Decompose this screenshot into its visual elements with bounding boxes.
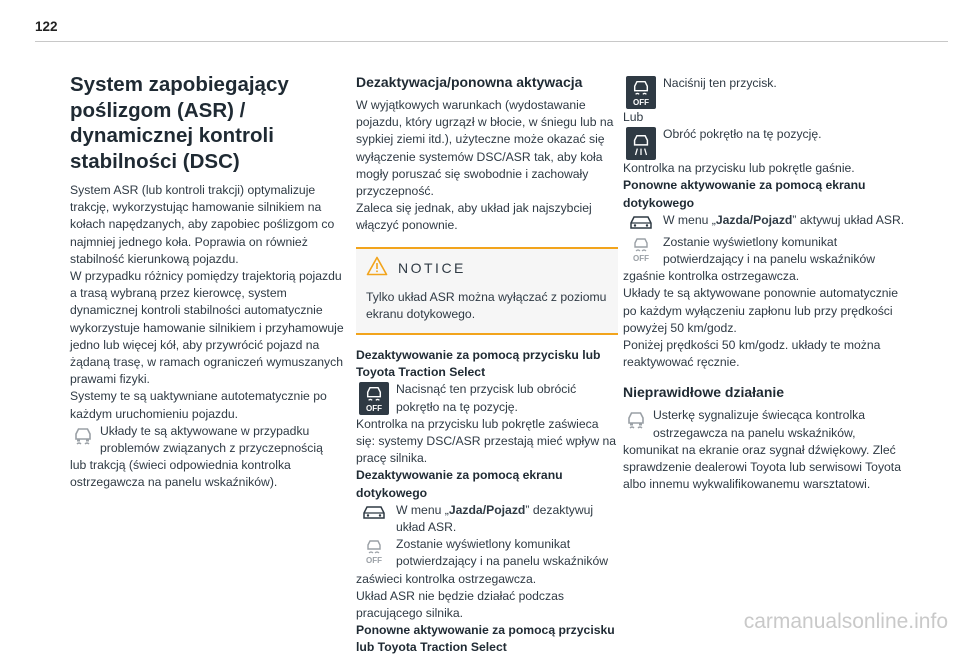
- car-menu-icon: [356, 502, 392, 524]
- page-number: 122: [35, 19, 58, 34]
- press-button-text: Naciśnij ten przycisk.: [663, 76, 777, 90]
- traction-off-lamp-icon: [356, 536, 392, 566]
- menu-suffix: ” dezaktywuj układ ASR.: [396, 502, 594, 535]
- svg-text:OFF: OFF: [633, 253, 649, 263]
- column-2: [356, 73, 618, 657]
- paragraph-auto: Systemy te są uaktywniane autotematycznie po każdym uruchomieniu pojazdu.: [70, 389, 327, 421]
- warning-triangle-icon: [366, 256, 388, 281]
- or-text: Lub: [623, 110, 644, 124]
- paragraph-lamp-off: Kontrolka na przycisku lub pokrętle gaśnie.: [623, 161, 855, 176]
- watermark: carmanualsonline.info: [743, 610, 948, 633]
- column-1: [70, 72, 345, 492]
- off-label: OFF: [366, 403, 382, 413]
- off-label: OFF: [633, 97, 649, 107]
- traction-dial-icon: [623, 126, 659, 160]
- subheading-reactivate-touchscreen: Ponowne aktywowanie za pomocą ekranu dotykowego: [623, 178, 866, 210]
- traction-off-button-icon: [356, 381, 392, 415]
- paragraph-recommendation: Zaleca się jednak, aby układ jak najszybciej włączyć ponownie.: [356, 201, 592, 233]
- warning-lamp-text-cont: lub trakcją (świeci odpowiednia kontrolka ostrzegawcza na panelu wskaźników).: [70, 458, 291, 490]
- notice-text: Tylko układ ASR można wyłączać z poziomu ekranu dotykowego.: [366, 289, 607, 321]
- menu-instruction-text: [663, 212, 904, 229]
- paragraph-lamp-on: Kontrolka na przycisku lub pokrętle zaświeca się: systemy DSC/ASR przestają mieć wpływ na pracę silnika.: [356, 416, 617, 466]
- paragraph-conditions: W wyjątkowych warunkach (wydostawanie pojazdu, który ugrzązł w błocie, w śniegu lub na sypkiej ziemi itd.), użyteczne może okazać się wyłączenie systemów DSC/ASR tak, aby koła mogły poruszać się swobodnie i zachowały przyczepność.: [356, 98, 614, 199]
- car-menu-icon: [623, 212, 659, 234]
- off-lamp-text-cont: zgaśnie kontrolka ostrzegawcza.: [623, 269, 800, 284]
- warning-lamp-row: [70, 423, 345, 457]
- button-instruction-text: Nacisnąć ten przycisk lub obrócić pokrętło na tę pozycję.: [396, 382, 577, 414]
- menu-name: Jazda/Pojazd: [715, 212, 793, 227]
- skid-warning-icon: [623, 407, 649, 433]
- subheading-deactivate-touchscreen: Dezaktywowanie za pomocą ekranu dotykowego: [356, 468, 563, 500]
- off-lamp-text-cont: zaświeci kontrolka ostrzegawcza.: [356, 571, 537, 586]
- menu-suffix: ” aktywuj układ ASR.: [792, 212, 905, 227]
- menu-instruction-row: [623, 212, 913, 234]
- off-lamp-row: [623, 234, 913, 268]
- header-divider: [35, 41, 948, 42]
- paragraph-asr-inactive: Układ ASR nie będzie działać podczas pracującego silnika.: [356, 588, 564, 621]
- press-button-row: [623, 75, 913, 109]
- turn-dial-text: Obróć pokrętło na tę pozycję.: [663, 127, 822, 142]
- notice-box: [356, 247, 618, 335]
- fault-text: Usterkę sygnalizuje świecąca kontrolka ostrzegawcza na panelu wskaźników,: [653, 408, 866, 440]
- traction-off-button-icon: [623, 75, 659, 109]
- subheading-deactivate-button: Dezaktywowanie za pomocą przycisku lub Toyota Traction Select: [356, 348, 601, 380]
- paragraph-auto-reactivate: Układy te są aktywowane ponownie automatycznie po każdym wyłączeniu zapłonu lub przy prędkości powyżej 50 km/godz.: [623, 286, 899, 335]
- section-title: System zapobiegający poślizgom (ASR) / dynamicznej kontroli stabilności (DSC): [70, 73, 289, 173]
- column-3: [623, 75, 913, 493]
- menu-instruction-row: [356, 502, 618, 536]
- menu-prefix: W menu „: [396, 502, 449, 517]
- paragraph-asr: System ASR (lub kontroli trakcji) optymalizuje trakcję, wykorzystując hamowanie silnikiem na kołach napędzanych, aby zapobiec poślizgom co najmniej jednego koła. Poprawia on również stabilność kierunkową pojazdu.: [70, 183, 335, 266]
- notice-title: NOTICE: [398, 260, 466, 277]
- off-lamp-row: [356, 536, 618, 570]
- fault-row: [623, 407, 913, 441]
- fault-text-cont: komunikat na ekranie oraz sygnał dźwiękowy. Zleć sprawdzenie dealerowi Toyota lub serwisowi Toyota albo innemu wykwalifikowanemu warsztatowi.: [623, 442, 901, 492]
- subheading-reactivate-button: Ponowne aktywowanie za pomocą przycisku lub Toyota Traction Select: [356, 623, 615, 655]
- skid-warning-icon: [70, 423, 96, 449]
- menu-name: Jazda/Pojazd: [448, 502, 526, 517]
- heading-malfunction: Nieprawidłowe działanie: [623, 384, 785, 401]
- heading-deactivation: Dezaktywacja/ponowna aktywacja: [356, 74, 583, 90]
- svg-text:OFF: OFF: [366, 556, 382, 566]
- notice-header: [366, 249, 608, 289]
- paragraph-dsc: W przypadku różnicy pomiędzy trajektorią pojazdu a trasą wybraną przez kierowcę, system dynamicznej kontroli stabilności automatycznie wykorzystuje hamowanie silnikiem i przyhamowuje jedno lub więcej kół, aby przywrócić pojazd na żądaną trasę, w ramach ograniczeń wymuszanych prawami fizyki.: [70, 269, 344, 387]
- turn-dial-row: [623, 126, 913, 160]
- off-lamp-text: Zostanie wyświetlony komunikat potwierdzający i na panelu wskaźników: [663, 234, 876, 267]
- traction-off-lamp-icon: [623, 234, 659, 264]
- menu-prefix: W menu „: [663, 212, 716, 227]
- off-lamp-text: Zostanie wyświetlony komunikat potwierdzający i na panelu wskaźników: [396, 537, 609, 569]
- warning-lamp-text: Układy te są aktywowane w przypadku problemów związanych z przyczepnością: [100, 423, 323, 456]
- paragraph-manual-reactivate: Poniżej prędkości 50 km/godz. układy te można reaktywować ręcznie.: [623, 338, 881, 370]
- button-instruction-row: [356, 381, 618, 415]
- menu-instruction-text: [396, 502, 618, 536]
